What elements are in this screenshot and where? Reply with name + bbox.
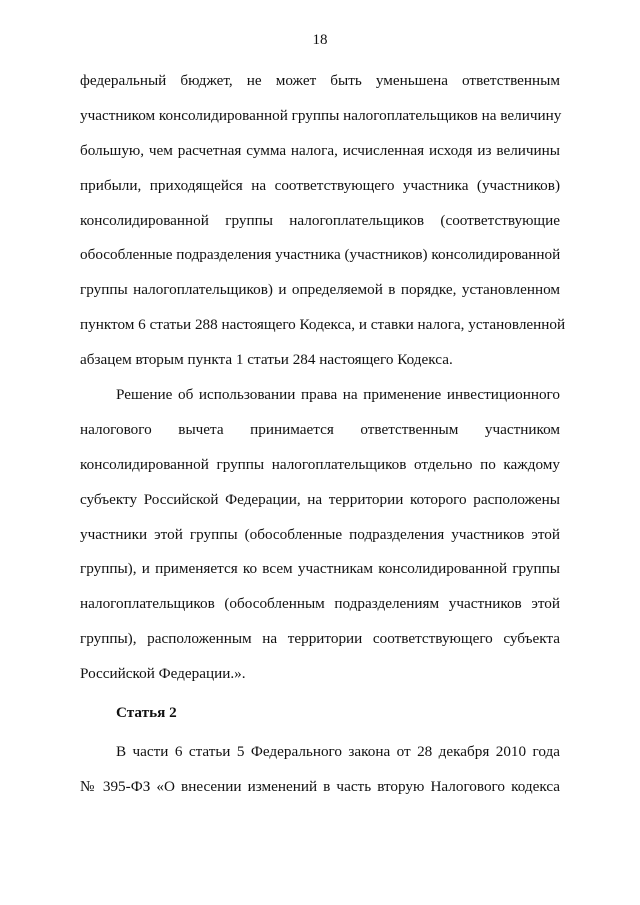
text-line: В части 6 статьи 5 Федерального закона от 28 декабря 2010 года: [116, 742, 560, 760]
text-line: абзацем вторым пункта 1 статьи 284 настоящего Кодекса.: [80, 351, 453, 369]
text-line: большую, чем расчетная сумма налога, исчисленная исходя из величины: [80, 141, 560, 159]
text-line: обособленные подразделения участника (участников) консолидированной: [80, 246, 561, 264]
text-line: федеральный бюджет, не может быть уменьшена ответственным: [80, 72, 560, 89]
text-line: группы), и применяется ко всем участникам консолидированной группы: [80, 560, 560, 578]
text-line: участники этой группы (обособленные подразделения участников этой: [80, 525, 560, 543]
paragraph-article-2: [80, 735, 560, 805]
text-line: Решение об использовании права на применение инвестиционного: [116, 386, 560, 404]
text-line: субъекту Российской Федерации, на территории которого расположены: [80, 490, 560, 508]
paragraph-continuation: [80, 64, 566, 378]
document-body: [80, 64, 566, 805]
text-line: участником консолидированной группы налогоплательщиков на величину: [80, 106, 562, 124]
page-number: 18: [312, 32, 328, 48]
text-line: Российской Федерации.».: [80, 665, 246, 683]
text-line: группы налогоплательщиков) и определяемой в порядке, установленном: [80, 281, 560, 299]
article-heading: Статья 2: [116, 704, 177, 722]
text-line: консолидированной группы налогоплательщиков отдельно по каждому: [80, 455, 560, 473]
text-line: налогового вычета принимается ответственным участником: [80, 420, 560, 438]
text-line: консолидированной группы налогоплательщиков (соответствующие: [80, 211, 560, 229]
text-line: № 395-ФЗ «О внесении изменений в часть вторую Налогового кодекса: [80, 777, 560, 795]
text-line: группы), расположенным на территории соответствующего субъекта: [80, 630, 560, 648]
paragraph-investment-deduction: [80, 378, 560, 692]
text-line: налогоплательщиков (обособленным подразделениям участников этой: [80, 595, 560, 613]
text-line: пунктом 6 статьи 288 настоящего Кодекса, и ставки налога, установленной: [80, 316, 566, 334]
text-line: прибыли, приходящейся на соответствующего участника (участников): [80, 176, 560, 194]
